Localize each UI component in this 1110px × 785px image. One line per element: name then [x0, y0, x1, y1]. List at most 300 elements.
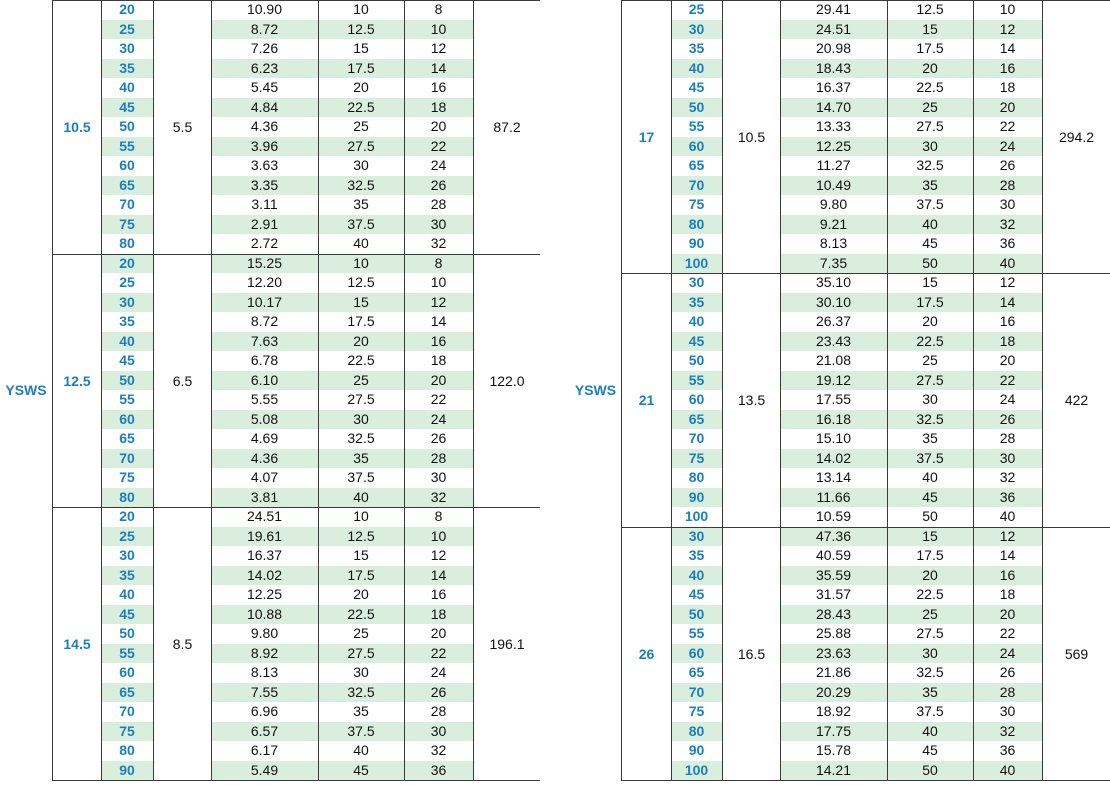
len-cell: 50	[688, 98, 705, 115]
len-cell: 75	[119, 215, 135, 232]
load-cell: 27.5	[347, 391, 375, 407]
load-cell: 17.5	[347, 566, 375, 583]
def-cell: 32	[430, 235, 447, 251]
head-cell-text: 10.5	[737, 129, 766, 145]
force-cell-text: 122.0	[489, 372, 525, 389]
def-cell: 22	[999, 625, 1016, 641]
len-cell: 100	[684, 254, 709, 271]
len-cell: 60	[119, 664, 135, 680]
def-cell: 14	[430, 566, 447, 583]
head-cell	[723, 274, 780, 527]
head-cell	[723, 1, 780, 273]
cap-cell: 12.25	[815, 137, 852, 154]
def-cell: 18	[430, 605, 447, 622]
len-cell: 30	[688, 527, 705, 544]
load-cell: 17.5	[347, 59, 375, 76]
cap-cell: 12.25	[246, 586, 283, 602]
force-cell	[474, 508, 540, 780]
len-cell: 100	[684, 761, 709, 778]
len-cell: 40	[688, 313, 705, 329]
len-cell: 40	[688, 566, 705, 583]
def-cell: 26	[430, 176, 447, 193]
def-cell: 14	[430, 59, 447, 76]
cap-cell: 6.17	[250, 742, 279, 758]
cap-cell: 21.86	[815, 664, 852, 680]
def-cell: 28	[999, 176, 1016, 193]
cap-cell: 20.29	[815, 683, 852, 700]
def-cell: 28	[430, 449, 447, 466]
len-cell: 60	[119, 410, 135, 427]
len-cell: 80	[688, 469, 705, 485]
len-cell: 55	[688, 371, 705, 388]
def-cell: 32	[430, 742, 447, 758]
def-cell: 36	[999, 235, 1016, 251]
len-cell: 20	[119, 508, 135, 524]
load-cell: 37.5	[916, 449, 944, 466]
len-cell: 60	[688, 644, 705, 661]
def-cell: 26	[430, 683, 447, 700]
len-cell: 80	[119, 742, 135, 758]
len-cell: 70	[119, 449, 135, 466]
def-cell: 12	[430, 547, 447, 563]
def-cell: 32	[999, 722, 1016, 739]
diameter-cell	[53, 255, 101, 508]
cap-cell: 15.10	[815, 430, 852, 446]
load-cell: 25	[353, 625, 369, 641]
table-bottom-border	[52, 780, 540, 781]
len-cell: 25	[119, 20, 135, 37]
def-cell: 32	[430, 488, 447, 505]
load-cell: 12.5	[347, 527, 375, 544]
group-divider	[621, 527, 1110, 528]
len-cell: 45	[119, 98, 135, 115]
len-cell: 80	[119, 488, 135, 505]
cap-cell: 8.72	[250, 313, 279, 329]
load-cell: 32.5	[347, 683, 375, 700]
def-cell: 8	[434, 508, 443, 524]
column-divider	[671, 0, 672, 780]
len-cell: 50	[688, 352, 705, 368]
cap-cell: 8.13	[250, 664, 279, 680]
group-divider	[52, 0, 540, 1]
def-cell: 28	[430, 703, 447, 719]
def-cell: 26	[999, 157, 1016, 173]
cap-cell: 12.20	[246, 274, 283, 290]
def-cell: 32	[999, 215, 1016, 232]
def-cell: 40	[999, 254, 1016, 271]
len-cell: 90	[688, 235, 705, 251]
cap-cell: 10.17	[246, 293, 283, 310]
load-cell: 50	[922, 508, 938, 524]
def-cell: 30	[430, 215, 447, 232]
load-cell: 12.5	[347, 20, 375, 37]
diameter-cell	[53, 508, 101, 780]
load-cell: 32.5	[347, 430, 375, 446]
len-cell: 70	[688, 176, 705, 193]
def-cell: 24	[999, 137, 1016, 154]
len-cell: 45	[119, 605, 135, 622]
cap-cell: 3.63	[250, 157, 279, 173]
load-cell: 22.5	[916, 586, 944, 602]
cap-cell: 8.13	[819, 235, 848, 251]
cap-cell: 6.96	[250, 703, 279, 719]
cap-cell: 13.33	[815, 118, 852, 134]
cap-cell: 35.59	[815, 566, 852, 583]
group-divider	[52, 254, 540, 255]
len-cell: 40	[119, 332, 135, 349]
def-cell: 24	[999, 391, 1016, 407]
load-cell: 17.5	[347, 313, 375, 329]
def-cell: 8	[434, 254, 443, 271]
cap-cell: 30.10	[815, 293, 852, 310]
load-cell: 30	[922, 644, 938, 661]
def-cell: 20	[430, 625, 447, 641]
load-cell: 40	[922, 469, 938, 485]
len-cell: 45	[119, 352, 135, 368]
force-cell-text: 196.1	[489, 636, 525, 652]
def-cell: 16	[430, 79, 447, 95]
len-cell: 30	[119, 547, 135, 563]
diameter-cell-text: 21	[638, 392, 655, 409]
load-cell: 40	[922, 722, 938, 739]
head-cell	[154, 508, 211, 780]
len-cell: 40	[119, 586, 135, 602]
cap-cell: 14.02	[246, 566, 283, 583]
cap-cell: 25.88	[815, 625, 852, 641]
def-cell: 30	[999, 449, 1016, 466]
len-cell: 70	[688, 430, 705, 446]
load-cell: 15	[922, 20, 938, 37]
def-cell: 28	[430, 196, 447, 212]
len-cell: 35	[119, 566, 135, 583]
load-cell: 20	[922, 59, 938, 76]
len-cell: 20	[119, 254, 135, 271]
cap-cell: 9.80	[250, 625, 279, 641]
len-cell: 60	[688, 137, 705, 154]
cap-cell: 24.51	[815, 20, 852, 37]
cap-cell: 20.98	[815, 40, 852, 56]
column-divider	[153, 0, 154, 780]
cap-cell: 7.55	[250, 683, 279, 700]
def-cell: 16	[430, 332, 447, 349]
len-cell: 55	[119, 644, 135, 661]
cap-cell: 13.14	[815, 469, 852, 485]
cap-cell: 17.55	[815, 391, 852, 407]
def-cell: 22	[430, 137, 447, 154]
cap-cell: 5.08	[250, 410, 279, 427]
cap-cell: 3.11	[251, 196, 278, 212]
column-divider	[1042, 0, 1043, 780]
load-cell: 32.5	[916, 157, 944, 173]
load-cell: 35	[922, 683, 938, 700]
def-cell: 22	[999, 118, 1016, 134]
right-spec-table	[570, 0, 1110, 785]
cap-cell: 35.10	[815, 274, 852, 290]
len-cell: 50	[119, 625, 135, 641]
len-cell: 90	[119, 761, 135, 778]
def-cell: 10	[430, 20, 447, 37]
load-cell: 40	[922, 215, 938, 232]
def-cell: 12	[430, 293, 447, 310]
def-cell: 40	[999, 761, 1016, 778]
load-cell: 45	[922, 235, 938, 251]
load-cell: 37.5	[916, 196, 944, 212]
cap-cell: 40.59	[815, 547, 852, 563]
def-cell: 30	[430, 469, 447, 485]
def-cell: 12	[999, 20, 1016, 37]
load-cell: 22.5	[347, 352, 375, 368]
def-cell: 18	[430, 352, 447, 368]
def-cell: 16	[430, 586, 447, 602]
cap-cell: 10.90	[246, 1, 283, 17]
cap-cell: 29.41	[815, 1, 852, 17]
cap-cell: 3.96	[250, 137, 279, 154]
force-cell	[474, 1, 540, 254]
load-cell: 27.5	[916, 371, 944, 388]
load-cell: 20	[353, 79, 369, 95]
def-cell: 26	[999, 664, 1016, 680]
len-cell: 75	[688, 196, 705, 212]
diameter-cell	[622, 274, 671, 527]
diameter-cell-text: 14.5	[63, 636, 91, 652]
head-cell-text: 16.5	[737, 645, 766, 662]
def-cell: 32	[999, 469, 1016, 485]
load-cell: 32.5	[347, 176, 375, 193]
len-cell: 45	[688, 79, 705, 95]
def-cell: 24	[430, 410, 447, 427]
len-cell: 55	[688, 118, 705, 134]
diameter-cell-text: 12.5	[63, 372, 91, 389]
column-divider	[973, 0, 974, 780]
len-cell: 25	[119, 274, 135, 290]
column-divider	[318, 0, 319, 780]
diameter-cell-text: 10.5	[63, 119, 91, 136]
len-cell: 20	[119, 1, 135, 17]
load-cell: 37.5	[347, 722, 375, 739]
head-cell-text: 8.5	[172, 636, 193, 652]
len-cell: 55	[119, 137, 135, 154]
load-cell: 22.5	[916, 79, 944, 95]
len-cell: 30	[688, 274, 705, 290]
brand-label: YSWS	[5, 382, 47, 398]
def-cell: 26	[999, 410, 1016, 427]
def-cell: 40	[999, 508, 1016, 524]
len-cell: 35	[688, 293, 705, 310]
load-cell: 15	[353, 293, 369, 310]
column-divider	[404, 0, 405, 780]
cap-cell: 18.92	[815, 703, 852, 719]
cap-cell: 7.26	[250, 40, 279, 56]
def-cell: 30	[430, 722, 447, 739]
len-cell: 65	[119, 430, 135, 446]
len-cell: 40	[688, 59, 705, 76]
cap-cell: 9.80	[819, 196, 848, 212]
cap-cell: 4.36	[250, 449, 279, 466]
def-cell: 10	[999, 1, 1016, 17]
cap-cell: 11.27	[816, 157, 851, 173]
head-cell-text: 13.5	[737, 392, 766, 409]
len-cell: 35	[688, 547, 705, 563]
load-cell: 50	[922, 761, 938, 778]
def-cell: 36	[999, 742, 1016, 758]
def-cell: 12	[999, 274, 1016, 290]
load-cell: 37.5	[347, 215, 375, 232]
load-cell: 30	[353, 157, 369, 173]
len-cell: 65	[688, 664, 705, 680]
len-cell: 70	[688, 683, 705, 700]
load-cell: 17.5	[916, 293, 944, 310]
cap-cell: 6.57	[250, 722, 279, 739]
load-cell: 12.5	[916, 1, 944, 17]
def-cell: 24	[430, 157, 447, 173]
load-cell: 40	[353, 488, 369, 505]
load-cell: 15	[922, 274, 938, 290]
def-cell: 24	[999, 644, 1016, 661]
head-cell	[723, 528, 780, 781]
def-cell: 28	[999, 683, 1016, 700]
cap-cell: 15.78	[815, 742, 852, 758]
cap-cell: 14.21	[815, 761, 852, 778]
def-cell: 18	[430, 98, 447, 115]
column-divider	[780, 0, 781, 780]
def-cell: 14	[430, 313, 447, 329]
load-cell: 20	[922, 313, 938, 329]
cap-cell: 4.84	[250, 98, 279, 115]
column-divider	[473, 0, 474, 780]
cap-cell: 6.10	[250, 371, 279, 388]
def-cell: 20	[999, 98, 1016, 115]
def-cell: 20	[430, 118, 447, 134]
cap-cell: 16.37	[815, 79, 852, 95]
load-cell: 17.5	[916, 40, 944, 56]
len-cell: 75	[688, 703, 705, 719]
len-cell: 40	[119, 79, 135, 95]
def-cell: 16	[999, 59, 1016, 76]
def-cell: 28	[999, 430, 1016, 446]
load-cell: 22.5	[347, 605, 375, 622]
cap-cell: 11.66	[816, 488, 851, 505]
load-cell: 25	[922, 605, 938, 622]
len-cell: 25	[119, 527, 135, 544]
load-cell: 40	[353, 235, 369, 251]
load-cell: 37.5	[916, 703, 944, 719]
cap-cell: 9.21	[819, 215, 848, 232]
load-cell: 35	[353, 196, 369, 212]
load-cell: 40	[353, 742, 369, 758]
cap-cell: 4.69	[250, 430, 279, 446]
cap-cell: 5.49	[250, 761, 279, 778]
head-cell	[154, 255, 211, 508]
load-cell: 10	[353, 254, 369, 271]
cap-cell: 26.37	[815, 313, 852, 329]
len-cell: 35	[119, 59, 135, 76]
def-cell: 18	[999, 332, 1016, 349]
len-cell: 50	[119, 371, 135, 388]
load-cell: 35	[922, 430, 938, 446]
def-cell: 14	[999, 293, 1016, 310]
column-divider	[621, 0, 622, 780]
load-cell: 45	[922, 488, 938, 505]
len-cell: 50	[119, 118, 135, 134]
def-cell: 12	[999, 527, 1016, 544]
len-cell: 30	[119, 293, 135, 310]
column-divider	[52, 0, 53, 780]
len-cell: 65	[688, 410, 705, 427]
cap-cell: 19.12	[815, 371, 852, 388]
head-cell-text: 6.5	[172, 372, 193, 389]
cap-cell: 21.08	[815, 352, 852, 368]
head-cell	[154, 1, 211, 254]
def-cell: 12	[430, 40, 447, 56]
def-cell: 30	[999, 703, 1016, 719]
def-cell: 36	[430, 761, 447, 778]
force-cell	[474, 255, 540, 508]
load-cell: 22.5	[347, 98, 375, 115]
cap-cell: 19.61	[246, 527, 283, 544]
load-cell: 30	[922, 391, 938, 407]
len-cell: 30	[119, 40, 135, 56]
diameter-cell	[622, 528, 671, 781]
cap-cell: 3.35	[250, 176, 279, 193]
load-cell: 37.5	[347, 469, 375, 485]
load-cell: 45	[353, 761, 369, 778]
def-cell: 10	[430, 527, 447, 544]
cap-cell: 7.63	[250, 332, 279, 349]
cap-cell: 4.36	[250, 118, 279, 134]
len-cell: 65	[119, 176, 135, 193]
load-cell: 15	[353, 547, 369, 563]
force-cell-text: 87.2	[493, 119, 521, 136]
load-cell: 20	[353, 332, 369, 349]
load-cell: 10	[353, 1, 369, 17]
load-cell: 15	[922, 527, 938, 544]
def-cell: 14	[999, 40, 1016, 56]
cap-cell: 3.81	[250, 488, 279, 505]
brand-label: YSWS	[574, 382, 617, 398]
group-divider	[621, 273, 1110, 274]
len-cell: 75	[119, 722, 135, 739]
load-cell: 25	[353, 118, 369, 134]
column-divider	[887, 0, 888, 780]
cap-cell: 8.92	[250, 644, 279, 661]
len-cell: 90	[688, 488, 705, 505]
column-divider	[722, 0, 723, 780]
load-cell: 25	[922, 98, 938, 115]
load-cell: 20	[353, 586, 369, 602]
cap-cell: 15.25	[246, 254, 283, 271]
left-spec-table	[0, 0, 540, 785]
len-cell: 80	[688, 722, 705, 739]
len-cell: 80	[688, 215, 705, 232]
def-cell: 24	[430, 664, 447, 680]
cap-cell: 2.72	[250, 235, 279, 251]
load-cell: 17.5	[916, 547, 944, 563]
column-divider	[211, 0, 212, 780]
cap-cell: 5.45	[250, 79, 279, 95]
len-cell: 65	[119, 683, 135, 700]
len-cell: 65	[688, 157, 705, 173]
len-cell: 75	[688, 449, 705, 466]
cap-cell: 18.43	[815, 59, 852, 76]
cap-cell: 5.55	[250, 391, 279, 407]
len-cell: 60	[119, 157, 135, 173]
def-cell: 22	[999, 371, 1016, 388]
def-cell: 26	[430, 430, 447, 446]
cap-cell: 14.02	[815, 449, 852, 466]
def-cell: 18	[999, 586, 1016, 602]
load-cell: 10	[353, 508, 369, 524]
def-cell: 20	[999, 605, 1016, 622]
